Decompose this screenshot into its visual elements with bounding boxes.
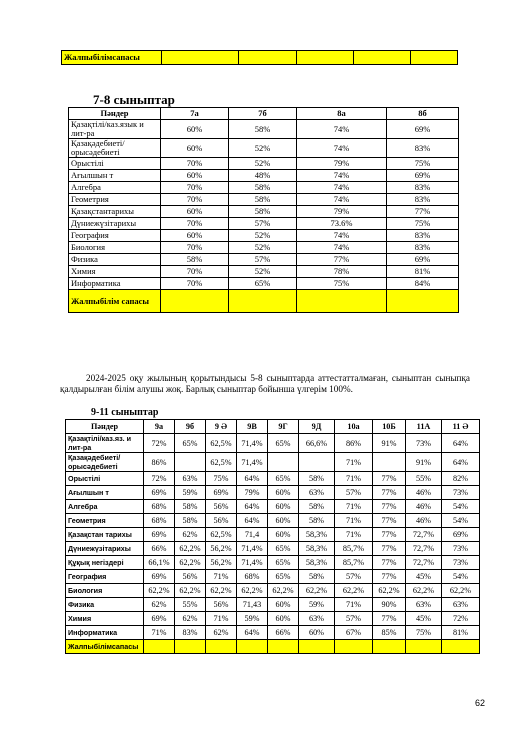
grade-cell: 83% <box>387 182 459 194</box>
grade-cell: 62,2% <box>406 584 442 598</box>
grade-cell: 81% <box>387 266 459 278</box>
table-row <box>66 514 480 528</box>
grade-cell: 58% <box>299 514 335 528</box>
column-header: 9Г <box>268 420 299 434</box>
grade-cell: 56% <box>175 570 206 584</box>
grade-cell: 70% <box>161 182 229 194</box>
grade-cell: 60% <box>268 598 299 612</box>
table-row <box>66 528 480 542</box>
grade-cell: 71% <box>335 472 373 486</box>
grade-cell: 70% <box>161 266 229 278</box>
grade-cell: 91% <box>373 434 406 453</box>
grade-cell: 52% <box>229 242 297 254</box>
grade-cell: 65% <box>268 434 299 453</box>
grade-cell: 62,2% <box>175 556 206 570</box>
subject-cell: Орыстілі <box>66 472 144 486</box>
grade-cell: 48% <box>229 170 297 182</box>
grade-cell: 69% <box>144 486 175 500</box>
grade-cell: 69% <box>442 528 480 542</box>
grade-cell: 62,2% <box>373 584 406 598</box>
grade-cell: 62,2% <box>299 584 335 598</box>
page-number: 62 <box>475 698 486 708</box>
column-header: 8б <box>387 108 459 120</box>
grade-cell: 58% <box>299 570 335 584</box>
subject-cell: Құқық негіздері <box>66 556 144 570</box>
subject-cell: Ағылшын т <box>69 170 161 182</box>
grade-cell: 81% <box>442 626 480 640</box>
grade-cell: 64% <box>237 500 268 514</box>
grade-cell: 60% <box>268 612 299 626</box>
grade-cell: 69% <box>206 486 237 500</box>
grade-cell: 60% <box>268 514 299 528</box>
grade-cell: 83% <box>387 194 459 206</box>
grade-cell: 69% <box>387 254 459 266</box>
subject-cell: Информатика <box>69 278 161 290</box>
grade-cell: 71% <box>335 598 373 612</box>
grade-cell: 57% <box>229 218 297 230</box>
grade-cell: 66% <box>268 626 299 640</box>
grade-cell: 62,2% <box>442 584 480 598</box>
grade-cell: 55% <box>175 598 206 612</box>
table-row <box>66 570 480 584</box>
grade-cell: 62,5% <box>206 434 237 453</box>
empty-cell <box>175 640 206 654</box>
grade-cell: 85,7% <box>335 542 373 556</box>
grade-cell <box>373 453 406 472</box>
table-row <box>69 230 459 242</box>
grade-cell: 72,7% <box>406 556 442 570</box>
subject-cell: Информатика <box>66 626 144 640</box>
table-row <box>66 500 480 514</box>
grade-cell: 74% <box>297 230 387 242</box>
column-header: 11А <box>406 420 442 434</box>
grade-cell: 70% <box>161 194 229 206</box>
grade-cell: 83% <box>175 626 206 640</box>
grade-cell: 85,7% <box>335 556 373 570</box>
table-row <box>69 254 459 266</box>
grade-cell: 57% <box>335 612 373 626</box>
grade-cell: 74% <box>297 170 387 182</box>
grade-cell: 62,2% <box>335 584 373 598</box>
grade-cell: 52% <box>229 266 297 278</box>
column-header: Пәндер <box>69 108 161 120</box>
grade-cell: 62% <box>206 626 237 640</box>
table-row <box>66 556 480 570</box>
empty-cell <box>297 51 354 65</box>
grades-7-8-table <box>68 107 459 313</box>
subject-cell: Орыстілі <box>69 158 161 170</box>
grade-cell: 75% <box>387 158 459 170</box>
grade-cell: 67% <box>335 626 373 640</box>
subject-cell: Химия <box>66 612 144 626</box>
grade-cell: 56,2% <box>206 556 237 570</box>
column-header: 9В <box>237 420 268 434</box>
grade-cell: 58,3% <box>299 528 335 542</box>
grade-cell: 58% <box>299 500 335 514</box>
empty-cell <box>299 640 335 654</box>
column-header: 9 Ә <box>206 420 237 434</box>
grade-cell: 71% <box>335 453 373 472</box>
grade-cell: 58% <box>175 514 206 528</box>
column-header: 8а <box>297 108 387 120</box>
grade-cell: 66% <box>144 542 175 556</box>
grade-cell: 83% <box>387 242 459 254</box>
grade-cell: 77% <box>373 514 406 528</box>
grade-cell <box>175 453 206 472</box>
grade-cell: 56% <box>206 598 237 612</box>
empty-cell <box>411 51 458 65</box>
empty-cell <box>206 640 237 654</box>
grade-cell: 77% <box>373 612 406 626</box>
grade-cell: 90% <box>373 598 406 612</box>
grade-cell: 65% <box>268 556 299 570</box>
section-heading-7-8: 7-8 сыныптар <box>93 92 175 107</box>
grade-cell: 52% <box>229 139 297 158</box>
grade-cell: 77% <box>373 472 406 486</box>
grade-cell: 62,2% <box>268 584 299 598</box>
grade-cell: 74% <box>297 139 387 158</box>
grade-cell: 64% <box>442 453 480 472</box>
subject-cell: Қазақәдебиеті/ орысәдебиеті <box>69 139 161 158</box>
grade-cell: 74% <box>297 182 387 194</box>
column-header: 7б <box>229 108 297 120</box>
paragraph-text: 2024-2025 оқу жылының қорытындысы 5-8 сыныптарда аттестатталмаған, сыныптан сыныпқа қалдырылған білім алушы жоқ. Барлық сыныптар бойынша үлгерім 100%. <box>60 373 470 394</box>
grade-cell: 71,4% <box>237 434 268 453</box>
grade-cell: 62% <box>144 598 175 612</box>
grade-cell: 60% <box>161 206 229 218</box>
grade-cell: 85% <box>373 626 406 640</box>
grade-cell: 69% <box>387 120 459 139</box>
grade-cell: 77% <box>373 556 406 570</box>
grade-cell: 60% <box>268 528 299 542</box>
grade-cell: 56% <box>206 500 237 514</box>
grade-cell: 86% <box>335 434 373 453</box>
grade-cell: 71% <box>144 626 175 640</box>
empty-cell <box>406 640 442 654</box>
grade-cell: 58% <box>175 500 206 514</box>
subject-cell: Алгебра <box>69 182 161 194</box>
column-header: 11 Ә <box>442 420 480 434</box>
grade-cell: 71,4 <box>237 528 268 542</box>
grade-cell: 72% <box>144 472 175 486</box>
grade-cell: 71% <box>335 528 373 542</box>
subject-cell: Алгебра <box>66 500 144 514</box>
grade-cell: 71% <box>206 612 237 626</box>
grade-cell: 57% <box>335 570 373 584</box>
grade-cell: 71,43 <box>237 598 268 612</box>
grade-cell: 58% <box>229 206 297 218</box>
grade-cell: 64% <box>442 434 480 453</box>
table-footer-row <box>66 640 480 654</box>
grade-cell: 70% <box>161 158 229 170</box>
grade-cell: 70% <box>161 242 229 254</box>
grade-cell: 68% <box>144 500 175 514</box>
grade-cell: 60% <box>161 139 229 158</box>
empty-cell <box>144 640 175 654</box>
grade-cell: 46% <box>406 514 442 528</box>
grade-cell: 63% <box>299 612 335 626</box>
grade-cell: 62% <box>175 612 206 626</box>
subject-cell: Биология <box>69 242 161 254</box>
summary-paragraph <box>60 373 470 395</box>
grade-cell: 79% <box>297 206 387 218</box>
grade-cell: 45% <box>406 570 442 584</box>
grade-cell: 71,4% <box>237 453 268 472</box>
grade-cell: 62,5% <box>206 453 237 472</box>
grade-cell: 71% <box>335 514 373 528</box>
grade-cell: 62,2% <box>175 542 206 556</box>
general-quality-label: Жалпыбілімсапасы <box>62 51 162 65</box>
grade-cell: 71% <box>206 570 237 584</box>
empty-cell <box>387 290 459 313</box>
table-body <box>69 120 459 290</box>
grade-cell: 66,1% <box>144 556 175 570</box>
grade-cell: 73.6% <box>297 218 387 230</box>
grade-cell: 52% <box>229 158 297 170</box>
grade-cell: 77% <box>373 570 406 584</box>
grade-cell: 75% <box>206 472 237 486</box>
grade-cell: 59% <box>237 612 268 626</box>
grade-cell: 74% <box>297 242 387 254</box>
grade-cell <box>299 453 335 472</box>
grade-cell: 54% <box>442 570 480 584</box>
grade-cell: 69% <box>387 170 459 182</box>
subject-cell: Геометрия <box>66 514 144 528</box>
table-row <box>66 542 480 556</box>
subject-cell: Қазақтілі/каз.яз. и лит-ра <box>66 434 144 453</box>
grade-cell: 58,3% <box>299 556 335 570</box>
grade-cell: 57% <box>335 486 373 500</box>
section-heading-9-11: 9-11 сыныптар <box>91 407 159 418</box>
grade-cell: 63% <box>175 472 206 486</box>
grade-cell: 83% <box>387 139 459 158</box>
grade-cell: 73% <box>442 542 480 556</box>
empty-cell <box>162 51 239 65</box>
grade-cell: 65% <box>268 570 299 584</box>
grade-cell: 77% <box>373 528 406 542</box>
table-row <box>66 612 480 626</box>
grade-cell: 58% <box>229 182 297 194</box>
subject-cell: Дүниежүзітарихы <box>69 218 161 230</box>
empty-cell <box>161 290 229 313</box>
table-header-row <box>66 420 480 434</box>
grade-cell: 56% <box>206 514 237 528</box>
column-header: 9а <box>144 420 175 434</box>
grade-cell: 77% <box>297 254 387 266</box>
empty-cell <box>268 640 299 654</box>
grade-cell: 66,6% <box>299 434 335 453</box>
grade-cell: 58% <box>229 120 297 139</box>
grade-cell: 59% <box>299 598 335 612</box>
grade-cell: 86% <box>144 453 175 472</box>
table-row <box>69 182 459 194</box>
grade-cell: 54% <box>442 500 480 514</box>
grade-cell: 83% <box>387 230 459 242</box>
subject-cell: География <box>69 230 161 242</box>
empty-cell <box>229 290 297 313</box>
table-row <box>69 278 459 290</box>
table-row <box>69 120 459 139</box>
table-footer-row <box>69 290 459 313</box>
grade-cell: 70% <box>161 278 229 290</box>
empty-cell <box>354 51 411 65</box>
table-header-row <box>69 108 459 120</box>
grade-cell: 58% <box>161 254 229 266</box>
grade-cell: 60% <box>161 170 229 182</box>
grade-cell: 68% <box>144 514 175 528</box>
column-header: 9б <box>175 420 206 434</box>
general-quality-label: Жалпыбілім сапасы <box>69 290 161 313</box>
grade-cell: 73% <box>442 556 480 570</box>
table-row <box>66 472 480 486</box>
grade-cell: 77% <box>387 206 459 218</box>
empty-cell <box>297 290 387 313</box>
grade-cell: 52% <box>229 230 297 242</box>
grade-cell: 60% <box>161 120 229 139</box>
grade-cell: 68% <box>237 570 268 584</box>
grade-cell: 65% <box>268 472 299 486</box>
table-row <box>69 218 459 230</box>
grade-cell: 77% <box>373 500 406 514</box>
grade-cell: 72,7% <box>406 542 442 556</box>
grade-cell: 62% <box>175 528 206 542</box>
grade-cell: 54% <box>442 514 480 528</box>
subject-cell: Физика <box>69 254 161 266</box>
grade-cell <box>268 453 299 472</box>
quality-summary-top-table <box>61 50 458 65</box>
grade-cell: 77% <box>373 486 406 500</box>
grade-cell: 75% <box>406 626 442 640</box>
grade-cell: 72,7% <box>406 528 442 542</box>
table-row <box>69 242 459 254</box>
grade-cell: 45% <box>406 612 442 626</box>
grade-cell: 72% <box>144 434 175 453</box>
grade-cell: 69% <box>144 528 175 542</box>
grade-cell: 79% <box>237 486 268 500</box>
grade-cell: 60% <box>268 500 299 514</box>
grade-cell: 72% <box>442 612 480 626</box>
grade-cell: 73% <box>406 434 442 453</box>
grade-cell: 64% <box>237 472 268 486</box>
subject-cell: Химия <box>69 266 161 278</box>
grade-cell: 58,3% <box>299 542 335 556</box>
grade-cell: 60% <box>268 486 299 500</box>
table-row <box>69 206 459 218</box>
empty-cell <box>373 640 406 654</box>
subject-cell: Қазақтілі/каз.язык и лит-ра <box>69 120 161 139</box>
grade-cell: 46% <box>406 486 442 500</box>
empty-cell <box>335 640 373 654</box>
grade-cell: 84% <box>387 278 459 290</box>
grade-cell: 64% <box>237 626 268 640</box>
grade-cell: 63% <box>406 598 442 612</box>
column-header: 9Д <box>299 420 335 434</box>
subject-cell: География <box>66 570 144 584</box>
grade-cell: 71% <box>335 500 373 514</box>
table-row <box>66 626 480 640</box>
grade-cell: 91% <box>406 453 442 472</box>
column-header: 7а <box>161 108 229 120</box>
grade-cell: 74% <box>297 194 387 206</box>
empty-cell <box>239 51 297 65</box>
grade-cell: 75% <box>297 278 387 290</box>
empty-cell <box>442 640 480 654</box>
table-row <box>69 266 459 278</box>
subject-cell: Геометрия <box>69 194 161 206</box>
subject-cell: Биология <box>66 584 144 598</box>
grade-cell: 62,5% <box>206 528 237 542</box>
grade-cell: 65% <box>268 542 299 556</box>
grade-cell: 62,2% <box>144 584 175 598</box>
grade-cell: 56,2% <box>206 542 237 556</box>
subject-cell: Қазақстантарихы <box>69 206 161 218</box>
grade-cell: 82% <box>442 472 480 486</box>
grade-cell: 58% <box>299 472 335 486</box>
table-body <box>66 434 480 640</box>
subject-cell: Физика <box>66 598 144 612</box>
grade-cell: 57% <box>229 254 297 266</box>
table-row <box>66 486 480 500</box>
grade-cell: 79% <box>297 158 387 170</box>
grade-cell: 78% <box>297 266 387 278</box>
subject-cell: Қазақстан тарихы <box>66 528 144 542</box>
grade-cell: 55% <box>406 472 442 486</box>
table-row <box>69 139 459 158</box>
grade-cell: 60% <box>299 626 335 640</box>
table-row <box>66 598 480 612</box>
grade-cell: 75% <box>387 218 459 230</box>
grade-cell: 71,4% <box>237 542 268 556</box>
subject-cell: Ағылшын т <box>66 486 144 500</box>
grade-cell: 69% <box>144 612 175 626</box>
column-header: 10а <box>335 420 373 434</box>
grade-cell: 69% <box>144 570 175 584</box>
grade-cell: 63% <box>442 598 480 612</box>
table-row <box>66 434 480 453</box>
table-row <box>69 194 459 206</box>
table-row <box>66 584 480 598</box>
grade-cell: 62,2% <box>237 584 268 598</box>
grade-cell: 73% <box>442 486 480 500</box>
grade-cell: 62,2% <box>175 584 206 598</box>
grade-cell: 65% <box>229 278 297 290</box>
table-row <box>69 170 459 182</box>
table-row <box>66 453 480 472</box>
general-quality-label: Жалпыбілімсапасы <box>66 640 144 654</box>
grades-9-11-table <box>65 419 480 654</box>
grade-cell: 64% <box>237 514 268 528</box>
grade-cell: 70% <box>161 218 229 230</box>
grade-cell: 71,4% <box>237 556 268 570</box>
grade-cell: 65% <box>175 434 206 453</box>
top-table-row <box>62 51 458 65</box>
grade-cell: 74% <box>297 120 387 139</box>
subject-cell: Дүниежүзітарихы <box>66 542 144 556</box>
grade-cell: 46% <box>406 500 442 514</box>
grade-cell: 59% <box>175 486 206 500</box>
grade-cell: 63% <box>299 486 335 500</box>
table-row <box>69 158 459 170</box>
empty-cell <box>237 640 268 654</box>
column-header: 10Б <box>373 420 406 434</box>
grade-cell: 62,2% <box>206 584 237 598</box>
subject-cell: Қазақәдебиеті/ орысәдебиеті <box>66 453 144 472</box>
grade-cell: 60% <box>161 230 229 242</box>
column-header: Пәндер <box>66 420 144 434</box>
grade-cell: 77% <box>373 542 406 556</box>
grade-cell: 58% <box>229 194 297 206</box>
